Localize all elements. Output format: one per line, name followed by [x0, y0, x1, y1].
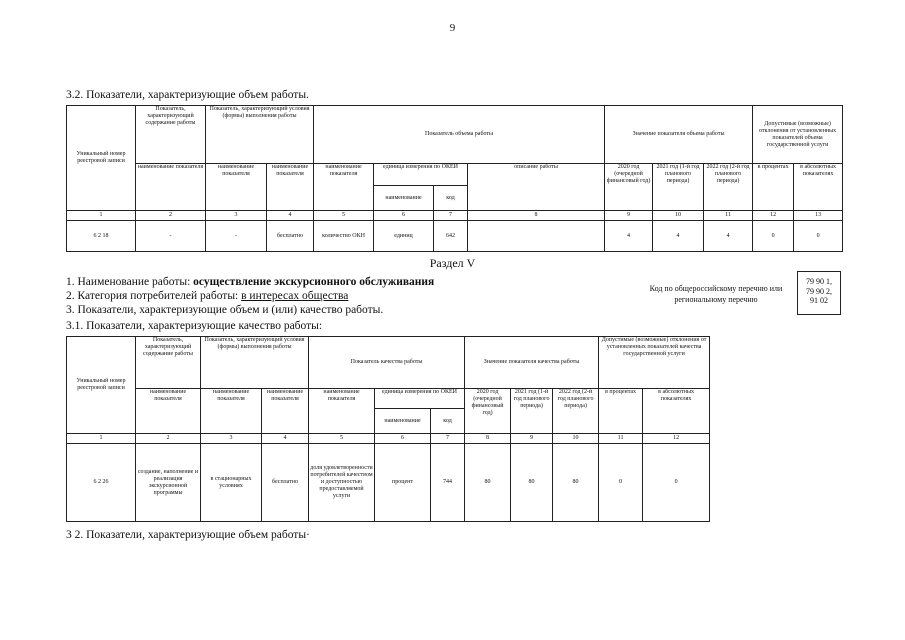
t2-cell: 0	[599, 444, 643, 522]
t1-h-name3: наименование показателя	[267, 164, 314, 211]
quality-table	[66, 336, 710, 522]
volume-heading-bottom: 3 2. Показатели, характеризующие объем работы·	[66, 529, 310, 541]
t2-num: 1	[67, 434, 136, 444]
indicators-line: 3. Показатели, характеризующие объем и (или) качество работы.	[66, 304, 384, 316]
t1-cell: -	[206, 221, 267, 252]
t1-cell: 4	[704, 221, 753, 252]
t2-h-deviation: Допустимые (возможные) отклонения от установленных показателей качества государственной услуги	[599, 337, 710, 389]
work-name-line	[66, 276, 434, 290]
t1-cell: 6 2 18	[67, 221, 136, 252]
t2-h-name1: наименование показателя	[136, 389, 201, 434]
consumer-category-label: 2. Категория потребителей работы:	[66, 290, 242, 302]
code-line: 79 90 1,	[806, 277, 832, 286]
t1-cell: единиц	[374, 221, 434, 252]
work-name-label: 1. Наименование работы:	[66, 276, 194, 288]
t1-num: 4	[267, 211, 314, 221]
code-line: 91 02	[810, 296, 828, 305]
t1-cell: количество ОКН	[314, 221, 374, 252]
t1-h-unit-name: наименование	[374, 186, 434, 211]
code-label: Код по общероссийскому перечню или региональному перечню	[649, 284, 783, 304]
t1-num: 9	[605, 211, 653, 221]
t1-h-pct: в процентах	[753, 164, 794, 211]
t2-num: 7	[431, 434, 465, 444]
t1-num: 2	[136, 211, 206, 221]
code-box	[797, 271, 841, 315]
t2-h-unit-code: код	[431, 409, 465, 434]
t2-cell: в стационарных условиях	[201, 444, 262, 522]
consumer-category-line	[66, 290, 348, 304]
t2-h-pct: в процентах	[599, 389, 643, 434]
t2-cell: процент	[375, 444, 431, 522]
t1-num: 5	[314, 211, 374, 221]
t1-num: 11	[704, 211, 753, 221]
t2-h-name2: наименование показателя	[201, 389, 262, 434]
table-row	[67, 444, 710, 522]
t1-cell: 642	[434, 221, 468, 252]
t1-cell: бесплатно	[267, 221, 314, 252]
consumer-category-value: в интересах общества	[241, 290, 349, 302]
t1-cell: 0	[794, 221, 843, 252]
quality-heading: 3.1. Показатели, характеризующие качество работы:	[66, 320, 323, 332]
t1-h-value: Значение показателя объема работы	[605, 106, 753, 164]
t1-cell	[468, 221, 605, 252]
t2-num: 6	[375, 434, 431, 444]
t2-num: 12	[643, 434, 710, 444]
section-title: Раздел V	[429, 256, 476, 270]
t1-cell: 0	[753, 221, 794, 252]
t1-h-name1: наименование показателя	[136, 164, 206, 211]
t2-h-abs: в абсолютных показателях	[643, 389, 710, 434]
t1-h-abs: в абсолютных показателях	[794, 164, 843, 211]
t1-h-2022: 2022 год (2-й год планового периода)	[704, 164, 753, 211]
t2-cell: доля удовлетворенности потребителей качеством и доступностью предоставляемой услуги	[309, 444, 375, 522]
t2-num: 5	[309, 434, 375, 444]
t1-h-name4: наименование показателя	[314, 164, 374, 211]
t2-cell: бесплатно	[262, 444, 309, 522]
t1-num: 6	[374, 211, 434, 221]
t2-h-unique: Уникальный номер реестровой записи	[67, 337, 136, 434]
t2-num: 3	[201, 434, 262, 444]
t2-num: 10	[553, 434, 599, 444]
t2-cell: 80	[511, 444, 553, 522]
t2-num: 2	[136, 434, 201, 444]
t2-h-name3: наименование показателя	[262, 389, 309, 434]
volume-heading-top: 3.2. Показатели, характеризующие объем работы.	[66, 89, 309, 101]
t1-num: 12	[753, 211, 794, 221]
t1-num: 10	[653, 211, 704, 221]
t1-h-2021: 2021 год (1-й год планового периода)	[653, 164, 704, 211]
t1-h-unit: единица измерения по ОКЕИ	[374, 164, 468, 186]
t2-h-indicator: Показатель качества работы	[309, 337, 465, 389]
t2-h-value: Значение показателя качества работы	[465, 337, 599, 389]
t1-num: 13	[794, 211, 843, 221]
t1-h-cond: Показатель, характеризующий условия (формы) выполнения работы	[206, 106, 314, 164]
t2-cell: 80	[465, 444, 511, 522]
t2-num: 9	[511, 434, 553, 444]
t2-cell: 744	[431, 444, 465, 522]
t2-num: 8	[465, 434, 511, 444]
t2-h-cond: Показатель, характеризующий условия (формы) выполнения работы	[201, 337, 309, 389]
t2-h-2021: 2021 год (1-й год планового периода)	[511, 389, 553, 434]
t2-h-unit: единица измерения по ОКЕИ	[375, 389, 465, 409]
t2-h-content: Показатель, характеризующий содержание работы	[136, 337, 201, 389]
volume-table	[66, 105, 843, 252]
t1-num: 1	[67, 211, 136, 221]
t2-h-2022: 2022 год (2-й год планового периода)	[553, 389, 599, 434]
code-line: 79 90 2,	[806, 286, 832, 296]
table-row	[67, 221, 843, 252]
work-name-value: осуществление экскурсионного обслуживания	[193, 276, 435, 288]
t1-num: 3	[206, 211, 267, 221]
t2-cell: 80	[553, 444, 599, 522]
t2-cell: создание, наполнение и реализация экскурсионной программы	[136, 444, 201, 522]
t1-h-unique: Уникальный номер реестровой записи	[67, 106, 136, 211]
t1-h-deviation: Допустимые (возможные) отклонения от установленных показателей объема государственной услуги	[753, 106, 843, 164]
t1-h-unit-code: код	[434, 186, 468, 211]
t2-cell: 0	[643, 444, 710, 522]
t1-h-desc: описание работы	[468, 164, 605, 211]
t2-h-name4: наименование показателя	[309, 389, 375, 434]
t2-cell: 6 2 26	[67, 444, 136, 522]
t2-numbers-row	[67, 434, 710, 444]
page-number: 9	[449, 22, 456, 34]
t1-num: 8	[468, 211, 605, 221]
t2-h-2020: 2020 год (очередной финансовый год)	[465, 389, 511, 434]
t2-num: 11	[599, 434, 643, 444]
t1-cell: -	[136, 221, 206, 252]
t1-cell: 4	[653, 221, 704, 252]
t1-numbers-row	[67, 211, 843, 221]
t1-h-indicator: Показатель объема работы	[314, 106, 605, 164]
t1-h-content: Показатель, характеризующий содержание работы	[136, 106, 206, 164]
t2-num: 4	[262, 434, 309, 444]
t1-h-name2: наименование показателя	[206, 164, 267, 211]
t1-cell: 4	[605, 221, 653, 252]
t1-h-2020: 2020 год (очередной финансовый год)	[605, 164, 653, 211]
t1-num: 7	[434, 211, 468, 221]
t2-h-unit-name: наименование	[375, 409, 431, 434]
